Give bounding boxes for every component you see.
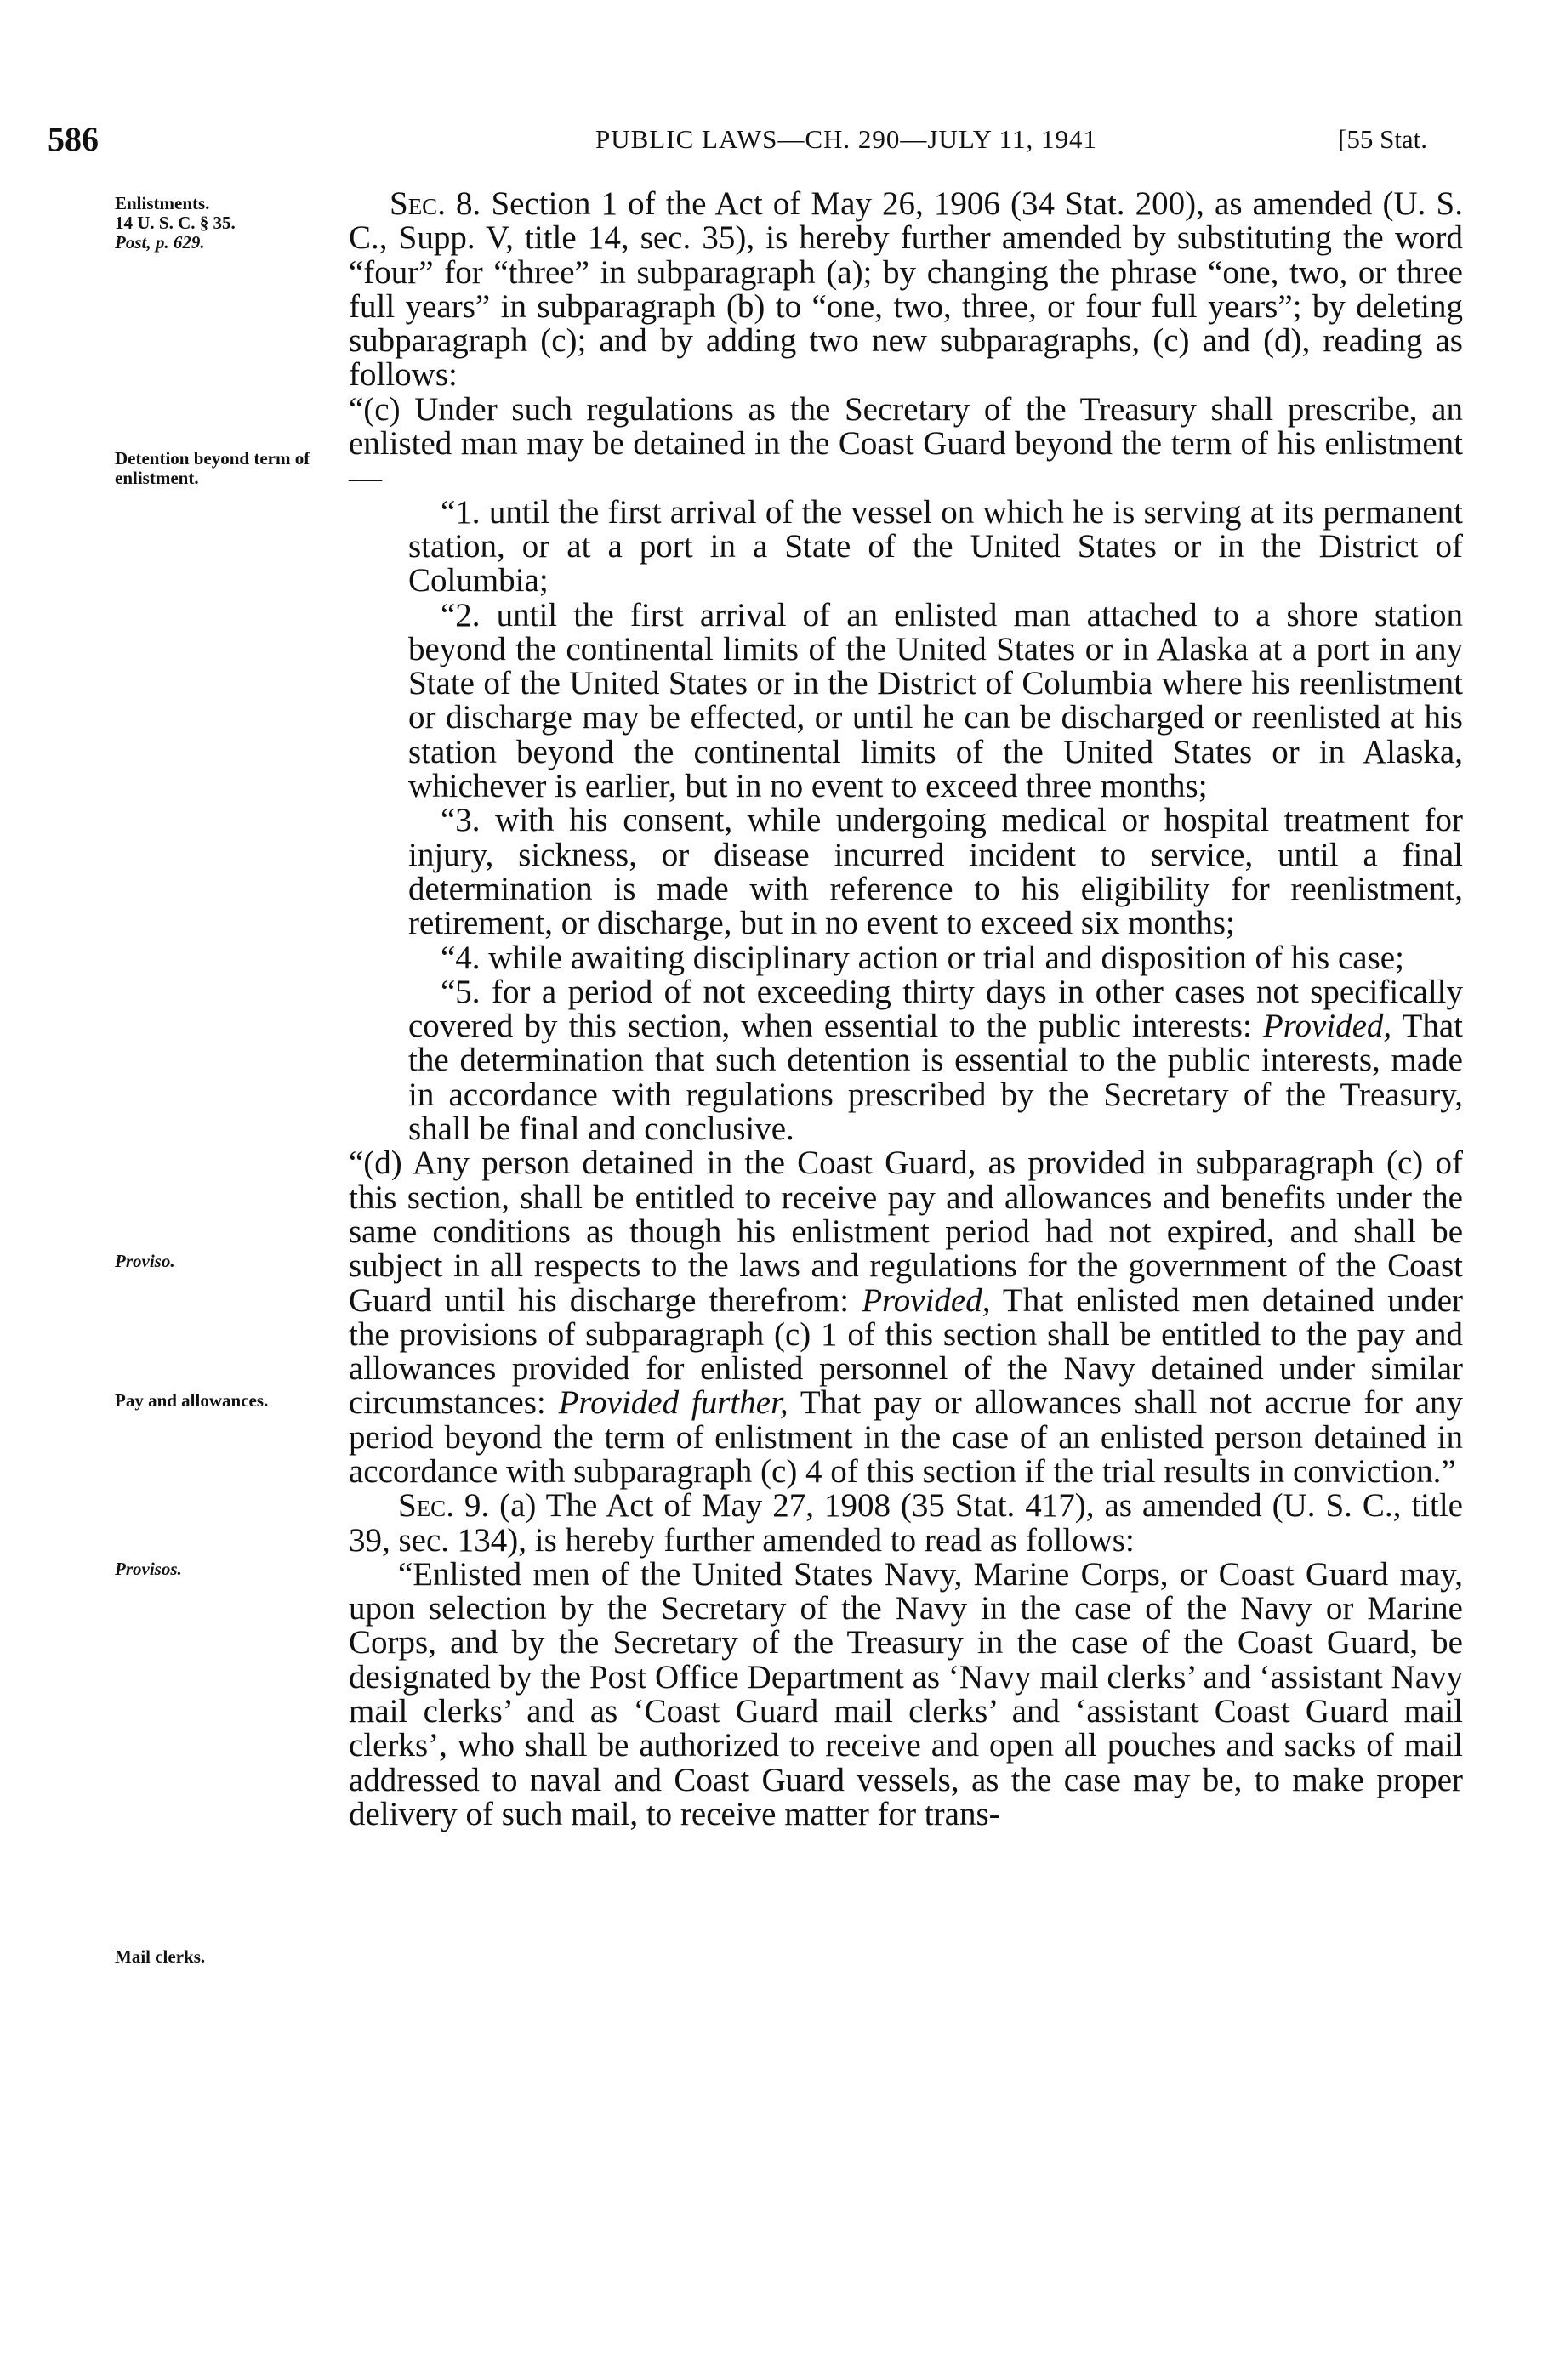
margin-note-mail-clerks: Mail clerks. xyxy=(115,1946,206,1967)
margin-note-enlistments-title: Enlistments. xyxy=(115,193,210,213)
margin-note-enlistments-post: Post, p. 629. xyxy=(115,232,205,253)
mail-clerks-paragraph: “Enlisted men of the United States Navy, Marine Corps, or Coast Guard may, upon selection by the Secretary of the Navy in the case of the Navy or Marine Corps, and by the Secretary of the Treasury in the case of the Coast Guard, be designated by the Post Office Department as ‘Navy mail clerks’ and ‘assistant Navy mail clerks’ and as ‘Coast Guard mail clerks’ and ‘assistant Coast Guard mail clerks’, who shall be authorized to receive and open all pouches and sacks of mail addressed to naval and Coast Guard vessels, as the case may be, to make proper delivery of such mail, to receive matter for trans- xyxy=(349,1555,1463,1832)
section-9-paragraph xyxy=(349,1489,1463,1558)
list-item-3: “3. with his consent, while undergoing medical or hospital treatment for injury, sickness, or disease incurred incident to service, until a final determination is made with reference to his eligibility for reenlistment, retirement, or discharge, but in no event to exceed six months; xyxy=(408,802,1463,942)
list-item-1: “1. until the first arrival of the vessel on which he is serving at its permanent station, or at a port in a State of the United States or in the District of Columbia; xyxy=(408,493,1463,599)
section-8-label: Sec. 8. xyxy=(390,185,481,222)
proviso-keyword-2: Provided, xyxy=(862,1281,991,1319)
subparagraph-d xyxy=(349,1146,1463,1489)
margin-note-enlistments-cite: 14 U. S. C. § 35. xyxy=(115,213,236,233)
list-item-4: “4. while awaiting disciplinary action or trial and disposition of his case; xyxy=(441,939,1404,976)
section-9-text: (a) The Act of May 27, 1908 (35 Stat. 417), as amended (U. S. C., title 39, sec. 134), is hereby further amended to read as follows: xyxy=(349,1487,1463,1559)
margin-note-provisos: Provisos. xyxy=(115,1559,182,1579)
running-head: PUBLIC LAWS—CH. 290—JULY 11, 1941 xyxy=(595,124,1098,154)
list-item-5-proviso: That the determination that such detention is essential to the public interests, made in accordance with regulations prescribed by the Secretary of the Treasury, shall be final and conclusive. xyxy=(408,1008,1464,1148)
margin-note-pay-allowances: Pay and allowances. xyxy=(115,1390,269,1411)
list-item-2: “2. until the first arrival of an enlisted man attached to a shore station beyond the continental limits of the United States or in Alaska at a port in any State of the United States or in the District of Columbia where his reenlistment or discharge may be effected, or until he can be discharged or reenlisted at his station beyond the continental limits of the United States or in Alaska, whichever is earlier, but in no event to exceed three months; xyxy=(408,596,1463,805)
margin-note-proviso: Proviso. xyxy=(115,1251,175,1271)
page-number: 586 xyxy=(48,120,99,158)
list-item-5-text: “5. for a period of not exceeding thirty days in other cases not specifically covered by this section, when essential to the public interests: xyxy=(408,973,1463,1045)
margin-note-enlistments xyxy=(115,194,344,253)
proviso-further-keyword: Provided further, xyxy=(558,1384,788,1422)
section-8-text: Section 1 of the Act of May 26, 1906 (34 Stat. 200), as amended (U. S. C., Supp. V, title 14, sec. 35), is hereby further amended by substituting the word “four” for “three” in subparagraph (a); by changing the phrase “one, two, or three full years” in subparagraph (b) to “one, two, three, or four full years”; by deleting subparagraph (c); and by adding two new subparagraphs, (c) and (d), reading as follows: xyxy=(349,185,1463,394)
list-item-5 xyxy=(408,975,1463,1146)
subparagraph-d-proviso: That enlisted men detained under the provisions of subparagraph (c) 1 of this section shall be entitled to the pay and allowances provided for enlisted personnel of the Navy detained under similar circumstances: xyxy=(349,1281,1464,1422)
body-text xyxy=(349,187,1463,1832)
section-8-paragraph xyxy=(349,187,1463,393)
subparagraph-c: “(c) Under such regulations as the Secretary of the Treasury shall prescribe, an enlisted man may be detained in the Coast Guard beyond the term of his enlistment— xyxy=(349,390,1463,497)
subparagraph-d-proviso-further: That pay or allowances shall not accrue for any period beyond the term of enlistment in the case of an enlisted person detained in accordance with subparagraph (c) 4 of this section if the trial results in conviction.” xyxy=(349,1384,1464,1490)
margin-note-detention: Detention beyond term of enlistment. xyxy=(115,448,310,488)
proviso-keyword: Provided, xyxy=(1262,1008,1392,1045)
volume-reference: [55 Stat. xyxy=(1338,124,1428,154)
section-9-label: Sec. 9. xyxy=(398,1487,490,1525)
subparagraph-d-text: “(d) Any person detained in the Coast Guard, as provided in subparagraph (c) of this section, shall be entitled to receive pay and allowances and benefits under the same conditions as though his enlistment period had not expired, and shall be subject in all respects to the laws and regulations for the government of the Coast Guard until his discharge therefrom: xyxy=(349,1145,1463,1319)
